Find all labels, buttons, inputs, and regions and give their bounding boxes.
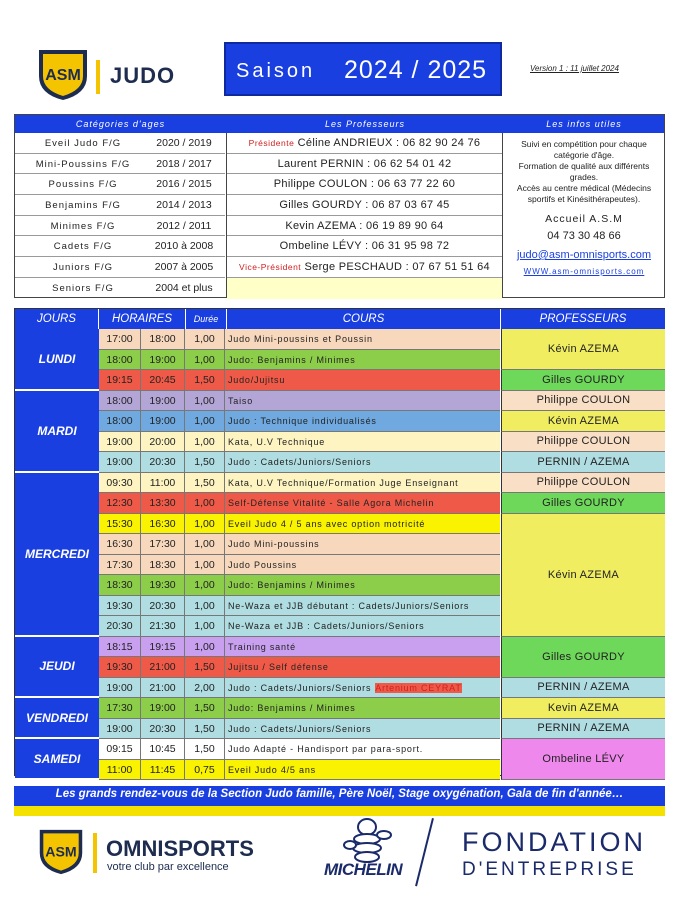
category-years: 2016 / 2015: [156, 178, 212, 191]
start-time: 17:00: [99, 329, 141, 349]
professor-contact: Gilles GOURDY : 06 87 03 67 45: [279, 199, 450, 212]
professor-role: Présidente: [248, 138, 295, 148]
professor-cell: Kevin AZEMA: [501, 698, 665, 719]
course-name: [228, 616, 498, 636]
course-label: Judo : Cadets/Juniors/Seniors: [228, 723, 372, 734]
end-time: 17:30: [141, 534, 185, 554]
duration: 1,00: [185, 391, 225, 411]
start-time: 19:30: [99, 657, 141, 677]
duration: 1,50: [185, 452, 225, 472]
professor-role: Vice-Président: [239, 262, 302, 273]
end-time: 19:15: [141, 637, 185, 657]
schedule-row: [99, 596, 500, 617]
schedule-row: [99, 739, 500, 760]
start-time: 18:30: [99, 575, 141, 595]
schedule-row: [99, 473, 500, 494]
events-banner: [14, 786, 665, 816]
professor-cell: Philippe COULON: [501, 432, 665, 453]
season-label: Saison: [236, 60, 316, 82]
category-name: Cadets F/G: [53, 241, 113, 253]
season-banner: [224, 42, 502, 96]
schedule-table: [14, 308, 665, 776]
day-label: MERCREDI: [15, 473, 99, 637]
duration: 2,00: [185, 678, 225, 698]
category-years: 2014 / 2013: [156, 199, 212, 212]
duration: 1,00: [185, 555, 225, 575]
course-name: [228, 370, 498, 390]
start-time: 09:15: [99, 739, 141, 759]
end-time: 20:30: [141, 452, 185, 472]
end-time: 18:00: [141, 329, 185, 349]
course-label: Ne-Waza et JJB : Cadets/Juniors/Seniors: [228, 621, 425, 631]
professor-cell: Ombeline LÉVY: [501, 739, 665, 780]
end-time: 19:00: [141, 411, 185, 431]
end-time: 20:30: [141, 596, 185, 616]
course-label: Kata, U.V Technique/Formation Juge Enseignant: [228, 477, 459, 488]
course-name: [228, 534, 498, 554]
day-label: MARDI: [15, 391, 99, 473]
course-label: Judo Mini-poussins: [228, 539, 320, 549]
professors-list: [226, 133, 503, 298]
col-header-horaires: HORAIRES: [99, 309, 186, 329]
course-name: [228, 575, 498, 595]
category-row: [15, 133, 225, 154]
version-note: Version 1 : 11 juillet 2024: [530, 64, 619, 73]
omnisports-tagline: votre club par excellence: [107, 861, 229, 873]
end-time: 21:00: [141, 657, 185, 677]
category-years: 2007 à 2005: [154, 261, 214, 274]
duration: 1,00: [185, 350, 225, 370]
day-label: VENDREDI: [15, 698, 99, 739]
end-time: 16:30: [141, 514, 185, 534]
professor-row: [227, 195, 502, 216]
professors-header: Les Professeurs: [226, 115, 504, 133]
course-name: [228, 637, 498, 657]
start-time: 18:15: [99, 637, 141, 657]
duration: 1,50: [185, 473, 225, 493]
category-name: Eveil Judo F/G: [44, 138, 122, 149]
end-time: 11:45: [141, 760, 185, 780]
duration: 1,00: [185, 534, 225, 554]
events-banner-text: Les grands rendez-vous de la Section Judo famille, Père Noël, Stage oxygénation, Gala de fin d'année…: [55, 788, 624, 800]
category-row: [15, 154, 225, 175]
entreprise-text: D'ENTREPRISE: [462, 859, 637, 880]
start-time: 15:30: [99, 514, 141, 534]
end-time: 13:30: [141, 493, 185, 513]
duration: 0,75: [185, 760, 225, 780]
schedule-row: [99, 760, 500, 781]
schedule-row: [99, 411, 500, 432]
start-time: 18:00: [99, 391, 141, 411]
category-row: [15, 236, 225, 257]
start-time: 19:00: [99, 432, 141, 452]
category-years: 2018 / 2017: [156, 157, 212, 170]
course-label: Judo Mini-poussins et Poussin: [228, 334, 373, 344]
schedule-row: [99, 370, 500, 391]
start-time: 19:30: [99, 596, 141, 616]
end-time: 19:30: [141, 575, 185, 595]
course-label: Kata, U.V Technique: [228, 436, 326, 447]
category-years: 2010 à 2008: [154, 240, 214, 253]
asm-crest-logo: [38, 827, 84, 877]
start-time: 20:30: [99, 616, 141, 636]
duration: 1,50: [185, 370, 225, 390]
info-phone: 04 73 30 48 66: [547, 230, 621, 242]
course-name: [228, 493, 498, 513]
course-name: [228, 452, 498, 472]
category-name: Poussins F/G: [48, 179, 118, 191]
category-row: [15, 216, 225, 237]
category-row: [15, 257, 225, 278]
course-name: [228, 350, 498, 370]
professor-contact: Ombeline LÉVY : 06 31 95 98 72: [279, 240, 450, 253]
schedule-row: [99, 329, 500, 350]
duration: 1,00: [185, 493, 225, 513]
category-years: 2012 / 2011: [156, 219, 212, 232]
col-header-professeurs: PROFESSEURS: [501, 309, 665, 329]
asm-crest-logo: [37, 48, 89, 102]
course-name: [228, 678, 498, 698]
email-link[interactable]: judo@asm-omnisports.com: [516, 249, 652, 261]
professor-row: [227, 174, 502, 195]
schedule-row: [99, 678, 500, 699]
professor-cell: Gilles GOURDY: [501, 370, 665, 391]
professor-contact: Céline ANDRIEUX : 06 82 90 24 76: [297, 137, 481, 149]
end-time: 19:00: [141, 391, 185, 411]
course-label: Judo: Benjamins / Minimes: [228, 703, 356, 713]
schedule-row: [99, 493, 500, 514]
course-label: Judo : Cadets/Juniors/Seniors: [228, 682, 372, 693]
course-label: Judo : Technique individualisés: [228, 416, 377, 426]
duration: 1,50: [185, 719, 225, 739]
professor-cell: Gilles GOURDY: [501, 637, 665, 678]
schedule-row: [99, 698, 500, 719]
category-name: Benjamins F/G: [45, 200, 121, 212]
michelin-logo-text: MICHELIN: [324, 860, 403, 879]
course-label: Judo Adapté - Handisport par para-sport.: [228, 744, 424, 754]
course-name: [228, 473, 498, 493]
category-years: 2020 / 2019: [156, 137, 212, 149]
start-time: 19:00: [99, 678, 141, 698]
schedule-row: [99, 637, 500, 658]
duration: 1,50: [185, 698, 225, 718]
duration: 1,00: [185, 637, 225, 657]
schedule-row: [99, 575, 500, 596]
course-label: Judo : Cadets/Juniors/Seniors: [228, 457, 372, 467]
logo-separator: [96, 60, 100, 94]
course-label: Judo: Benjamins / Minimes: [228, 354, 356, 365]
end-time: 20:00: [141, 432, 185, 452]
course-label: Judo Poussins: [228, 559, 297, 570]
start-time: 19:15: [99, 370, 141, 390]
professor-cell: PERNIN / AZEMA: [501, 678, 665, 699]
course-name: [228, 329, 498, 349]
info-line: Suivi en compétition pour chaque catégorie d'âge.: [521, 139, 647, 160]
professor-row: [227, 133, 502, 154]
professor-cell: Philippe COULON: [501, 391, 665, 412]
category-name: Seniors F/G: [52, 282, 114, 294]
professor-cell: PERNIN / AZEMA: [501, 452, 665, 473]
schedule-row: [99, 391, 500, 412]
professor-cell: Kévin AZEMA: [501, 329, 665, 370]
logo-slash: [415, 818, 434, 886]
course-name: [228, 514, 498, 534]
info-line: Formation de qualité aux différents grades.: [518, 161, 650, 182]
professor-row: [227, 216, 502, 237]
info-line: Accès au centre médical (Médecins sportifs et Kinésithérapeutes).: [516, 183, 652, 204]
course-label: Eveil Judo 4 / 5 ans avec option motricité: [228, 518, 426, 529]
duration: 1,00: [185, 329, 225, 349]
professor-row: [227, 236, 502, 257]
course-name: [228, 391, 498, 411]
end-time: 10:45: [141, 739, 185, 759]
course-label: Eveil Judo 4/5 ans: [228, 764, 316, 775]
course-name: [228, 719, 498, 739]
end-time: 21:00: [141, 678, 185, 698]
professor-cell: PERNIN / AZEMA: [501, 719, 665, 740]
start-time: 11:00: [99, 760, 141, 780]
useful-info: [504, 133, 664, 298]
course-name: [228, 555, 498, 575]
col-header-cours: COURS: [227, 309, 501, 329]
course-label: Judo/Jujitsu: [228, 375, 286, 385]
professor-cell: Kévin AZEMA: [501, 411, 665, 432]
schedule-row: [99, 616, 500, 637]
day-label: SAMEDI: [15, 739, 99, 780]
course-label: Training santé: [228, 641, 296, 652]
professor-row-empty: [227, 278, 502, 299]
day-label: LUNDI: [15, 329, 99, 391]
category-name: Minimes F/G: [50, 220, 116, 232]
category-years: 2004 et plus: [155, 281, 213, 294]
info-accueil: Accueil A.S.M: [545, 213, 623, 225]
professor-contact: Laurent PERNIN : 06 62 54 01 42: [277, 157, 452, 170]
course-name: [228, 760, 498, 780]
schedule-row: [99, 534, 500, 555]
start-time: 09:30: [99, 473, 141, 493]
categories-list: [15, 133, 225, 299]
course-name: [228, 739, 498, 759]
category-row: [15, 278, 225, 299]
duration: 1,00: [185, 514, 225, 534]
duration: 1,00: [185, 411, 225, 431]
start-time: 19:00: [99, 719, 141, 739]
course-label: Taiso: [228, 395, 254, 406]
day-label: JEUDI: [15, 637, 99, 699]
duration: 1,50: [185, 739, 225, 759]
logo-separator: [93, 833, 97, 873]
duration: 1,00: [185, 432, 225, 452]
professor-cell: Philippe COULON: [501, 473, 665, 494]
schedule-row: [99, 432, 500, 453]
category-name: Mini-Poussins F/G: [35, 158, 131, 170]
professor-row: [227, 257, 502, 278]
duration: 1,00: [185, 596, 225, 616]
start-time: 18:00: [99, 350, 141, 370]
schedule-row: [99, 657, 500, 678]
duration: 1,50: [185, 657, 225, 677]
course-name: [228, 432, 498, 452]
professor-cell: Gilles GOURDY: [501, 493, 665, 514]
end-time: 19:00: [141, 698, 185, 718]
col-header-duree: Durée: [186, 309, 227, 329]
svg-text:ASM: ASM: [45, 843, 77, 860]
info-table: [14, 114, 665, 298]
info-header: Les infos utiles: [504, 115, 664, 133]
schedule-row: [99, 514, 500, 535]
banner-stripe: [14, 806, 665, 816]
course-name: [228, 411, 498, 431]
end-time: 19:00: [141, 350, 185, 370]
schedule-row: [99, 452, 500, 473]
end-time: 20:30: [141, 719, 185, 739]
omnisports-logo-text: OMNISPORTS: [106, 836, 254, 861]
svg-text:ASM: ASM: [45, 67, 81, 84]
professor-contact: Philippe COULON : 06 63 77 22 60: [273, 178, 456, 191]
professor-contact: Kevin AZEMA : 06 19 89 90 64: [285, 219, 444, 232]
professor-contact: Serge PESCHAUD : 07 67 51 51 64: [304, 261, 490, 274]
category-row: [15, 195, 225, 216]
course-name: [228, 596, 498, 616]
start-time: 19:00: [99, 452, 141, 472]
categories-header: Catégories d'ages: [15, 115, 226, 133]
course-label: Ne-Waza et JJB débutant : Cadets/Juniors/Seniors: [228, 600, 470, 611]
start-time: 12:30: [99, 493, 141, 513]
info-competition: [504, 139, 664, 205]
end-time: 20:45: [141, 370, 185, 390]
schedule-row: [99, 555, 500, 576]
website-link[interactable]: WWW.asm-omnisports.com: [523, 267, 645, 276]
end-time: 21:30: [141, 616, 185, 636]
schedule-row: [99, 719, 500, 740]
end-time: 18:30: [141, 555, 185, 575]
start-time: 18:00: [99, 411, 141, 431]
course-label: Judo: Benjamins / Minimes: [228, 580, 356, 590]
professor-row: [227, 154, 502, 175]
duration: 1,00: [185, 575, 225, 595]
course-label: Jujitsu / Self défense: [228, 662, 329, 672]
schedule-row: [99, 350, 500, 371]
category-row: [15, 174, 225, 195]
duration: 1,00: [185, 616, 225, 636]
end-time: 11:00: [141, 473, 185, 493]
start-time: 17:30: [99, 698, 141, 718]
start-time: 16:30: [99, 534, 141, 554]
course-name: [228, 698, 498, 718]
category-name: Juniors F/G: [52, 262, 114, 274]
col-header-jours: JOURS: [15, 309, 99, 329]
season-years: 2024 / 2025: [344, 56, 488, 84]
course-label: Self-Défense Vitalité - Salle Agora Michelin: [228, 498, 435, 508]
fondation-text: FONDATION: [462, 827, 646, 857]
professor-cell: Kévin AZEMA: [501, 514, 665, 637]
course-venue: Artenium CEYRAT: [375, 682, 462, 693]
start-time: 17:30: [99, 555, 141, 575]
course-name: [228, 657, 498, 677]
sport-title: JUDO: [110, 63, 176, 88]
